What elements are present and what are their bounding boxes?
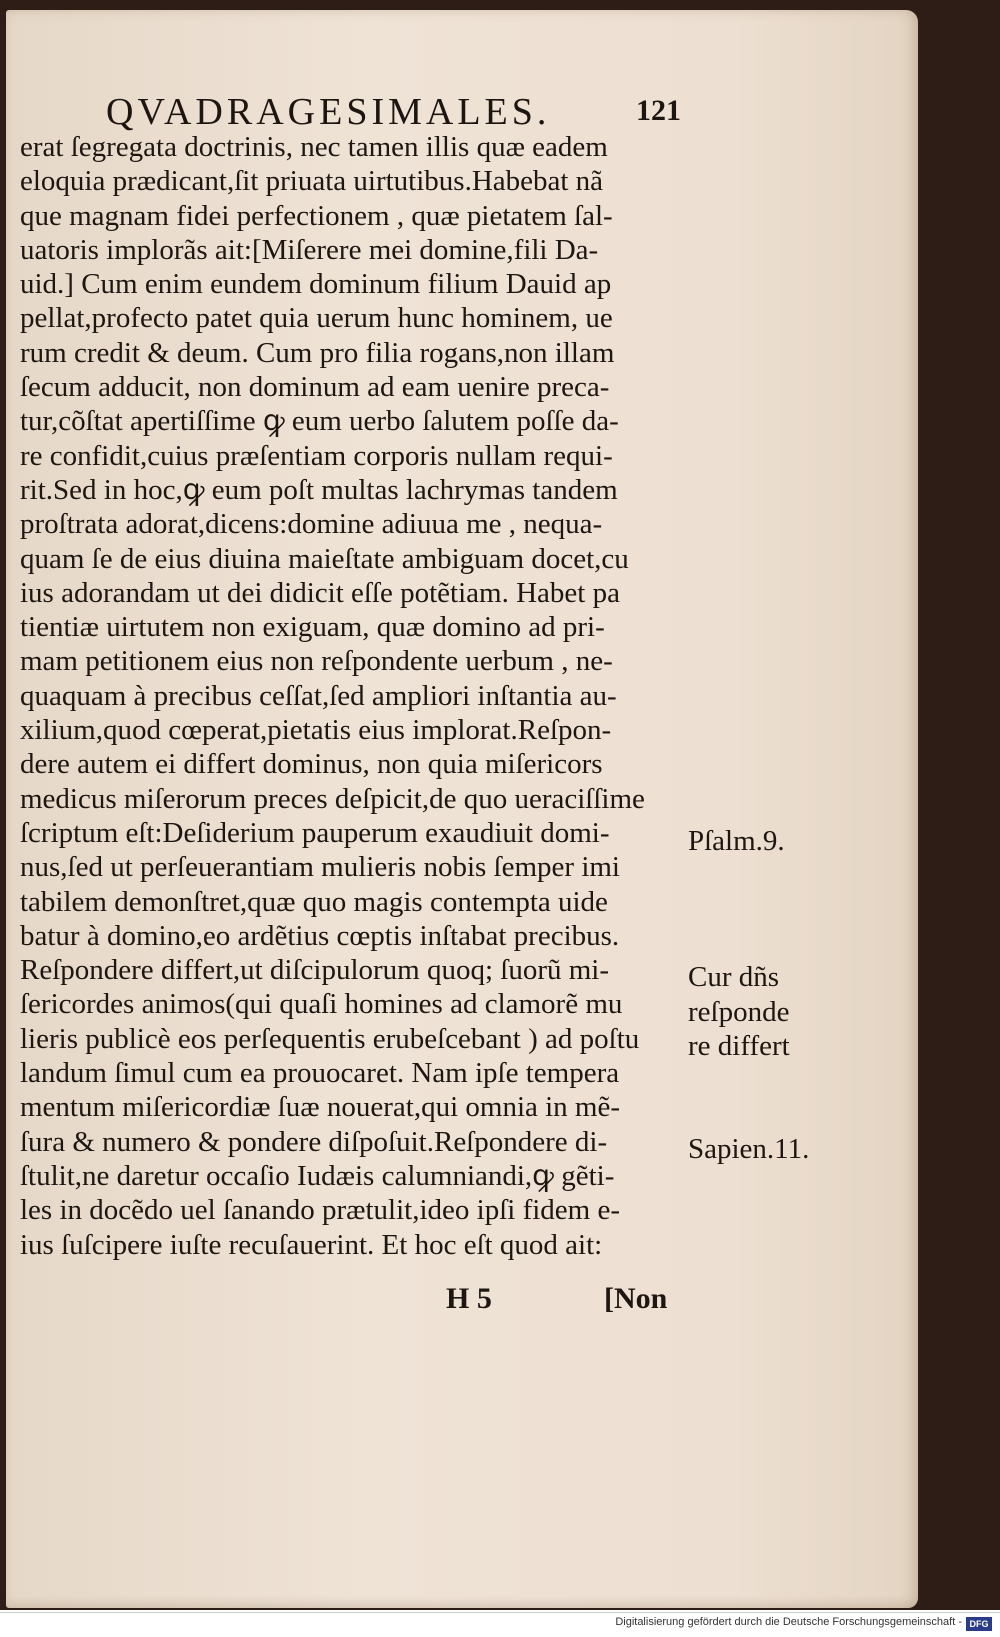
- margin-note-cur-line3: re differt: [688, 1030, 790, 1062]
- margin-note-sapien: Sapien.11.: [688, 1133, 810, 1165]
- text-line: quam ſe de eius diuina maieſtate ambiguam docet,cu: [20, 542, 629, 575]
- text-line: mentum miſericordiæ ſuæ nouerat,qui omnia in mẽ-: [20, 1091, 621, 1124]
- text-line: Reſpondere differt,ut diſcipulorum quoq; ſuorũ mi-: [20, 954, 610, 987]
- text-line: re confidit,cuius præſentiam corporis nullam requi-: [20, 439, 613, 472]
- text-line: tientiæ uirtutem non exiguam, quæ domino ad pri-: [20, 611, 605, 644]
- text-line: proſtrata adorat,dicens:domine adiuua me , nequa-: [20, 508, 603, 541]
- folio-number: 121: [636, 94, 681, 127]
- catchword: [Non: [604, 1282, 668, 1315]
- credit-bar: [0, 1612, 1000, 1637]
- margin-note-cur-line2: reſponde: [688, 996, 790, 1028]
- main-text-block: [20, 130, 700, 1262]
- text-line: nus,ſed ut perſeuerantiam mulieris nobis ſemper imi: [20, 851, 620, 884]
- funding-credit: Digitalisierung gefördert durch die Deutsche Forschungsgemeinschaft -: [615, 1616, 962, 1628]
- text-line: ius adorandam ut dei didicit eſſe potẽtiam. Habet pa: [20, 576, 620, 609]
- text-line: rum credit & deum. Cum pro filia rogans,non illam: [20, 336, 615, 369]
- text-line: uatoris implorãs ait:[Miſerere mei domine,fili Da-: [20, 233, 599, 266]
- text-line: que magnam fidei perfectionem , quæ pietatem ſal-: [20, 199, 613, 232]
- book-page: [6, 10, 918, 1608]
- text-line: ſcriptum eſt:Deſiderium pauperum exaudiuit domi-: [20, 816, 610, 849]
- text-line: lieris publicè eos perſequentis erubeſcebant ) ad poſtu: [20, 1022, 640, 1055]
- text-line: xilium,quod cœperat,pietatis eius implorat.Reſpon-: [20, 714, 612, 747]
- text-line: tur,cõſtat apertiſſime ꝙ eum uerbo ſalutem poſſe da-: [20, 405, 619, 438]
- text-line: ius ſuſcipere iuſte recuſauerint. Et hoc eſt quod ait:: [20, 1228, 603, 1261]
- margin-note-psalm: Pſalm.9.: [688, 825, 785, 857]
- text-line: batur à domino,eo ardẽtius cœptis inſtabat precibus.: [20, 919, 620, 952]
- text-line: les in docẽdo uel ſanando prætulit,ideo ipſi fidem e-: [20, 1194, 620, 1227]
- text-line: ſura & numero & pondere diſpoſuit.Reſpondere di-: [20, 1125, 608, 1158]
- signature-mark: H 5: [446, 1282, 492, 1315]
- text-line: eloquia prædicant,ſit priuata uirtutibus.Habebat nã: [20, 165, 604, 198]
- text-line: ſtulit,ne daretur occaſio Iudæis calumniandi,ꝙ gẽti-: [20, 1159, 615, 1192]
- text-line: rit.Sed in hoc,ꝙ eum poſt multas lachrymas tandem: [20, 473, 618, 506]
- text-line: medicus miſerorum preces deſpicit,de quo ueraciſſime: [20, 782, 645, 815]
- text-line: dere autem ei differt dominus, non quia miſericors: [20, 748, 603, 781]
- text-line: quaquam à precibus ceſſat,ſed ampliori inſtantia au-: [20, 679, 617, 712]
- text-line: erat ſegregata doctrinis, nec tamen illis quæ eadem: [20, 131, 608, 163]
- text-line: ſecum adducit, non dominum ad eam uenire preca-: [20, 371, 610, 404]
- text-line: mam petitionem eius non reſpondente uerbum , ne-: [20, 645, 613, 678]
- running-head: QVADRAGESIMALES.: [106, 91, 551, 133]
- margin-note-cur-line1: Cur dñs: [688, 961, 780, 993]
- text-line: pellat,profecto patet quia uerum hunc hominem, ue: [20, 302, 613, 335]
- text-line: landum ſimul cum ea prouocaret. Nam ipſe tempera: [20, 1057, 620, 1090]
- text-line: tabilem demonſtret,quæ quo magis contempta uide: [20, 885, 608, 918]
- text-line: ſericordes animos(qui quaſi homines ad clamorẽ mu: [20, 988, 623, 1021]
- text-line: uid.] Cum enim eundem dominum filium Dauid ap: [20, 268, 612, 301]
- dfg-logo: DFG: [966, 1617, 992, 1631]
